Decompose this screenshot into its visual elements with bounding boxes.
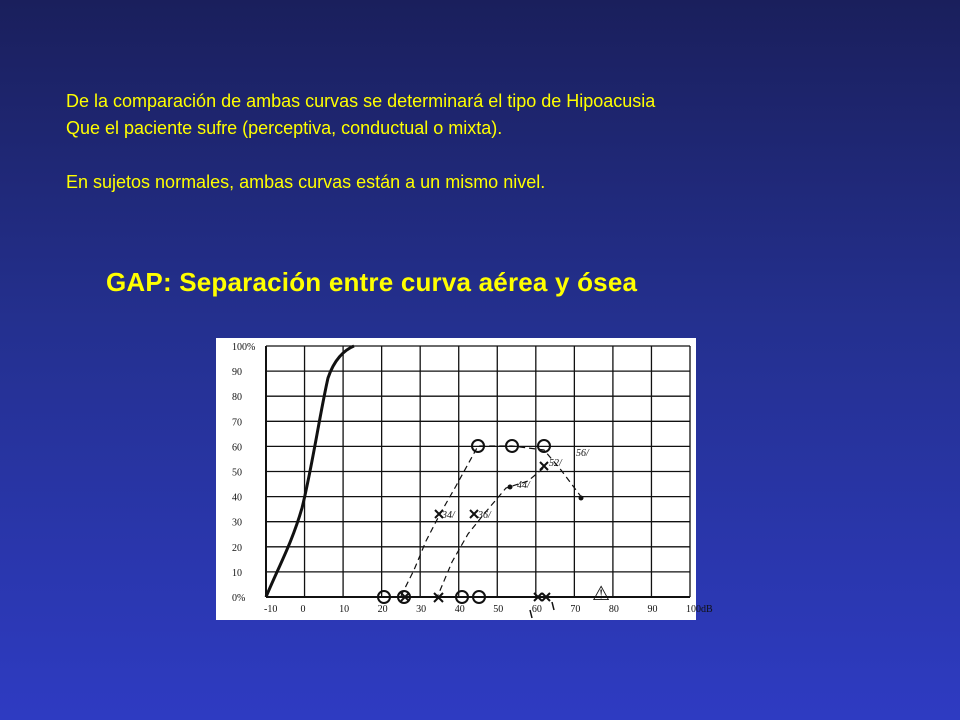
y-tick-label: 70 xyxy=(232,417,242,429)
x-tick-label: 70 xyxy=(570,604,581,615)
marker-cross xyxy=(540,462,548,470)
x-tick-labels xyxy=(264,604,713,615)
annotation-36: 36/ xyxy=(478,510,491,521)
x-tick-label: 10 xyxy=(339,604,350,615)
x-tick-label: 20 xyxy=(377,604,388,615)
y-tick-label: 50 xyxy=(232,467,242,479)
y-tick-label: 20 xyxy=(232,542,242,554)
annotation-52: 52/ xyxy=(549,458,562,469)
marker-dot xyxy=(579,496,584,501)
intro-line-3: En sujetos normales, ambas curvas están a un mismo nivel. xyxy=(66,172,546,192)
x-tick-label: 0 xyxy=(300,604,306,615)
x-tick-label: 80 xyxy=(608,604,619,615)
x-tick-label: 40 xyxy=(454,604,465,615)
intro-line-2: Que el paciente sufre (perceptiva, conductual o mixta). xyxy=(66,118,503,138)
x-tick-label: 60 xyxy=(531,604,542,615)
annotation-34: 34/ xyxy=(442,510,455,521)
audiogram-svg xyxy=(216,338,713,620)
marker-dot xyxy=(508,485,513,490)
x-tick-label: 90 xyxy=(647,604,658,615)
y-tick-label: 90 xyxy=(232,367,242,379)
y-tick-label: 100% xyxy=(232,342,256,353)
y-tick-label: 60 xyxy=(232,442,242,454)
annotation-56: 56/ xyxy=(576,448,589,459)
annotation-44: 44/ xyxy=(517,480,530,491)
grid xyxy=(266,346,690,597)
intro-line-1: De la comparación de ambas curvas se determinará el tipo de Hipoacusia xyxy=(66,91,656,111)
x-tick-label: 100dB xyxy=(686,604,713,615)
y-tick-labels xyxy=(232,342,255,604)
y-tick-label: 0% xyxy=(232,593,246,604)
y-tick-label: 10 xyxy=(232,567,242,579)
spacer xyxy=(66,142,655,169)
x-tick-label: 30 xyxy=(416,604,427,615)
audiogram-figure xyxy=(216,338,713,620)
intro-text xyxy=(66,88,655,196)
y-tick-label: 40 xyxy=(232,492,242,504)
warning-icon: ⚠ xyxy=(592,581,610,605)
marker-cross xyxy=(470,510,478,518)
gap-heading: GAP: Separación entre curva aérea y ósea xyxy=(106,267,638,297)
y-tick-label: 80 xyxy=(232,392,242,404)
x-tick-label: 50 xyxy=(493,604,504,615)
y-tick-label: 30 xyxy=(232,517,242,529)
x-tick-label: -10 xyxy=(264,604,278,615)
